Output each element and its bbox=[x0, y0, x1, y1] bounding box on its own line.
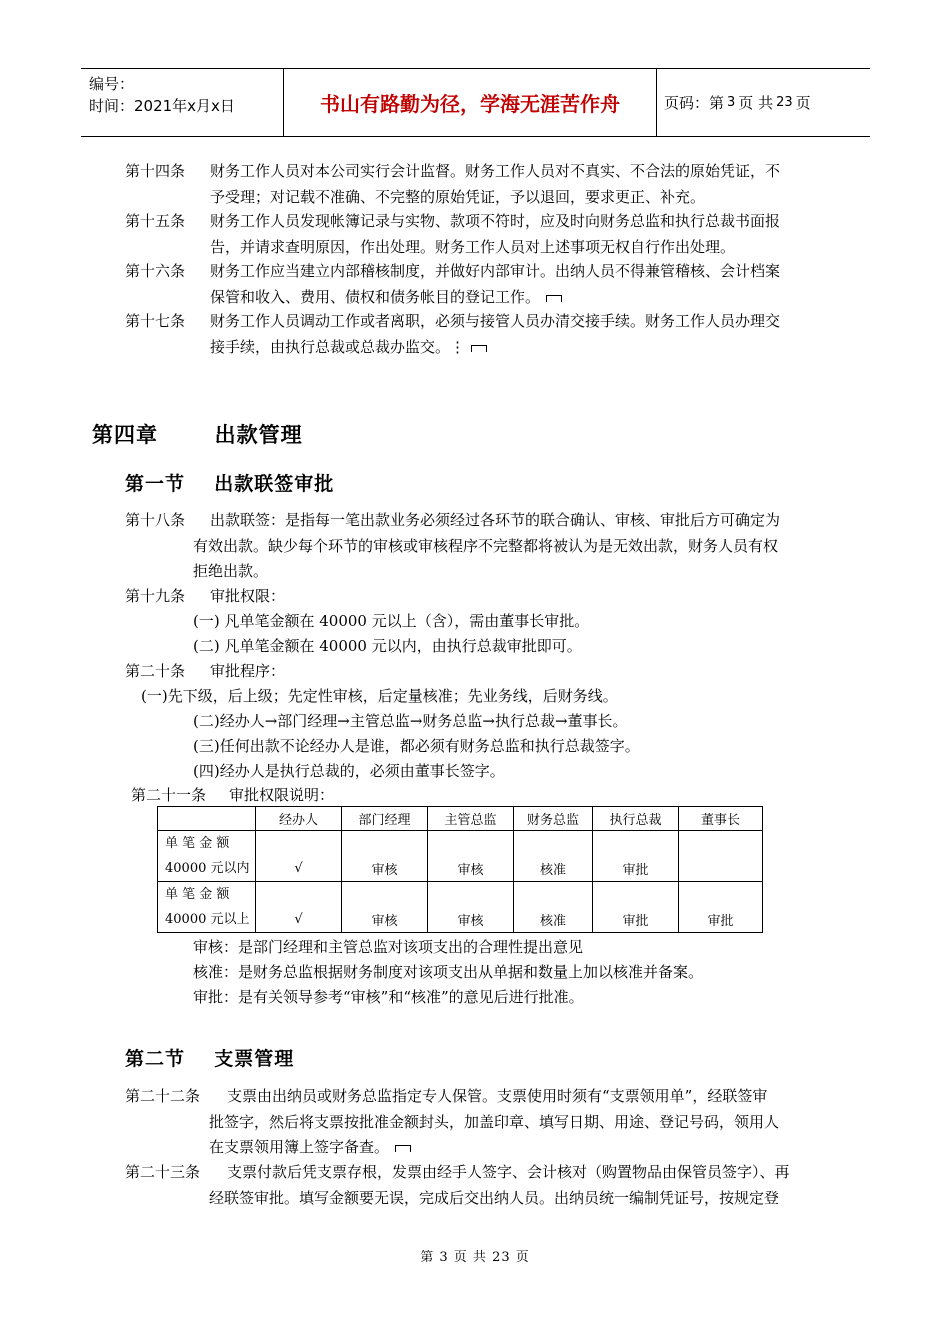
list-item: (一) 凡单笔金额在 40000 元以上（含），需由董事长审批。 bbox=[193, 612, 590, 630]
article-label: 第十九条 bbox=[125, 587, 186, 605]
table-header-cell: 董事长 bbox=[679, 807, 763, 831]
article-text: 批签字，然后将支票按批准金额封头，加盖印章、填写日期、用途、登记号码，领用人 bbox=[209, 1112, 780, 1131]
article-label: 第十四条 bbox=[125, 162, 186, 180]
table-header-cell bbox=[158, 807, 256, 831]
article-label: 第二十二条 bbox=[125, 1087, 201, 1105]
chapter-number: 第四章 bbox=[92, 422, 158, 447]
footer-prefix: 第 bbox=[420, 1250, 435, 1265]
table-header-cell: 财务总监 bbox=[514, 807, 593, 831]
article-label: 第十六条 bbox=[125, 262, 186, 280]
table-cell: 审批 bbox=[593, 831, 679, 882]
paragraph-mark-icon bbox=[395, 1145, 411, 1152]
footer-current: 3 bbox=[439, 1250, 449, 1265]
definition-review: 审核：是部门经理和主管总监对该项支出的合理性提出意见 bbox=[193, 938, 584, 956]
article-15 bbox=[125, 209, 865, 260]
page-total: 23 bbox=[776, 95, 793, 110]
paragraph-mark-icon bbox=[546, 295, 562, 302]
table-cell: 核准 bbox=[514, 831, 593, 882]
table-cell: 审核 bbox=[428, 882, 514, 933]
table-cell: √ bbox=[256, 831, 342, 882]
article-text: 财务工作人员发现帐簿记录与实物、款项不符时，应及时向财务总监和执行总裁书面报 bbox=[210, 212, 781, 230]
article-text: 保管和收入、费用、债权和债务帐目的登记工作。 bbox=[210, 287, 541, 306]
header-page-number bbox=[664, 69, 811, 136]
footer-total: 23 bbox=[492, 1250, 511, 1265]
table-header-cell: 主管总监 bbox=[428, 807, 514, 831]
paragraph-mark-icon bbox=[471, 345, 487, 352]
article-text: 支票付款后凭支票存根，发票由经手人签字、会计核对（购置物品由保管员签字）、再 bbox=[227, 1163, 790, 1181]
serial-label: 编号： bbox=[89, 75, 135, 93]
article-text: 审批程序： bbox=[210, 662, 286, 680]
article-label: 第二十一条 bbox=[131, 786, 207, 804]
section-heading bbox=[125, 1044, 294, 1071]
article-text: 经联签审批。填写金额要无误，完成后交出纳人员。出纳员统一编制凭证号，按规定登 bbox=[209, 1188, 780, 1207]
page-header bbox=[81, 68, 870, 137]
table-cell: 审核 bbox=[428, 831, 514, 882]
section-number: 第二节 bbox=[125, 1048, 186, 1070]
page-mid: 页 共 bbox=[738, 94, 774, 112]
row-label-line: 单 笔 金 额 bbox=[165, 887, 230, 902]
table-cell: 审核 bbox=[342, 831, 428, 882]
article-19 bbox=[125, 584, 285, 608]
page-current: 3 bbox=[727, 95, 736, 110]
page-footer bbox=[0, 1246, 950, 1265]
article-17 bbox=[125, 309, 865, 360]
article-text: 告，并请求查明原因，作出处理。财务工作人员对上述事项无权自行作出处理。 bbox=[210, 237, 736, 256]
article-22 bbox=[125, 1084, 865, 1161]
list-item: (一)先下级，后上级；先定性审核，后定量核准；先业务线，后财务线。 bbox=[141, 687, 618, 705]
definition-authorize: 审批：是有关领导参考“审核”和“核准”的意见后进行批准。 bbox=[193, 988, 584, 1006]
article-text: 接手续，由执行总裁或总裁办监交。⋮ bbox=[210, 337, 466, 356]
page-prefix: 页码：第 bbox=[664, 94, 725, 112]
list-item: (二)经办人→部门经理→主管总监→财务总监→执行总裁→董事长。 bbox=[193, 712, 628, 730]
table-header-cell: 执行总裁 bbox=[593, 807, 679, 831]
header-motto: 书山有路勤为径，学海无涯苦作舟 bbox=[320, 92, 620, 116]
article-text: 出款联签：是指每一笔出款业务必须经过各环节的联合确认、审核、审批后方可确定为 bbox=[210, 511, 781, 529]
table-header-cell: 经办人 bbox=[256, 807, 342, 831]
article-text: 审批权限： bbox=[210, 587, 286, 605]
article-text: 在支票领用簿上签字备查。 bbox=[209, 1138, 390, 1156]
table-cell: 审批 bbox=[593, 882, 679, 933]
approval-table bbox=[157, 806, 763, 933]
article-label: 第十八条 bbox=[125, 511, 186, 529]
table-cell: 审批 bbox=[679, 882, 763, 933]
article-text: 有效出款。缺少每个环节的审核或审核程序不完整都将被认为是无效出款，财务人员有权 bbox=[193, 536, 779, 555]
article-text: 予受理；对记载不准确、不完整的原始凭证，予以退回，要求更正、补充。 bbox=[210, 187, 706, 206]
table-header-row bbox=[158, 807, 763, 831]
row-label-line: 单 笔 金 额 bbox=[165, 836, 230, 851]
article-label: 第二十三条 bbox=[125, 1163, 201, 1181]
definition-approve: 核准：是财务总监根据财务制度对该项支出从单据和数量上加以核准并备案。 bbox=[193, 963, 704, 981]
date-label: 时间：2021年x月x日 bbox=[89, 97, 235, 115]
table-cell: 核准 bbox=[514, 882, 593, 933]
table-cell: 审核 bbox=[342, 882, 428, 933]
article-text: 拒绝出款。 bbox=[193, 562, 269, 580]
row-label-line: 40000 元以上 bbox=[165, 912, 250, 927]
article-14 bbox=[125, 159, 865, 210]
table-cell bbox=[679, 831, 763, 882]
section-title: 出款联签审批 bbox=[214, 473, 335, 495]
article-16 bbox=[125, 259, 865, 310]
header-divider bbox=[656, 69, 657, 136]
table-cell: √ bbox=[256, 882, 342, 933]
article-text: 财务工作应当建立内部稽核制度，并做好内部审计。出纳人员不得兼管稽核、会计档案 bbox=[210, 262, 781, 280]
article-18 bbox=[125, 508, 865, 585]
chapter-title: 出款管理 bbox=[214, 422, 303, 447]
article-text: 财务工作人员调动工作或者离职，必须与接管人员办清交接手续。财务工作人员办理交 bbox=[210, 312, 781, 330]
article-21 bbox=[131, 783, 334, 807]
table-row-label bbox=[158, 882, 256, 933]
list-item: (三)任何出款不论经办人是谁，都必须有财务总监和执行总裁签字。 bbox=[193, 737, 640, 755]
header-meta bbox=[89, 73, 235, 117]
table-row-label bbox=[158, 831, 256, 882]
article-23 bbox=[125, 1160, 865, 1211]
section-heading bbox=[125, 469, 334, 496]
section-number: 第一节 bbox=[125, 473, 186, 495]
list-item: (四)经办人是执行总裁的，必须由董事长签字。 bbox=[193, 762, 505, 780]
footer-mid: 页 共 bbox=[453, 1250, 487, 1265]
article-20 bbox=[125, 659, 285, 683]
article-text: 财务工作人员对本公司实行会计监督。财务工作人员对不真实、不合法的原始凭证，不 bbox=[210, 162, 781, 180]
section-title: 支票管理 bbox=[214, 1048, 295, 1070]
article-label: 第二十条 bbox=[125, 662, 186, 680]
article-text: 审批权限说明： bbox=[229, 786, 335, 804]
table-row bbox=[158, 831, 763, 882]
table-header-cell: 部门经理 bbox=[342, 807, 428, 831]
list-item: (二) 凡单笔金额在 40000 元以内，由执行总裁审批即可。 bbox=[193, 637, 582, 655]
row-label-line: 40000 元以内 bbox=[165, 861, 250, 876]
article-text: 支票由出纳员或财务总监指定专人保管。支票使用时须有“支票领用单”，经联签审 bbox=[227, 1087, 768, 1105]
article-label: 第十五条 bbox=[125, 212, 186, 230]
chapter-heading bbox=[92, 419, 303, 449]
footer-suffix: 页 bbox=[515, 1250, 530, 1265]
table-row bbox=[158, 882, 763, 933]
page-suffix: 页 bbox=[795, 94, 811, 112]
article-label: 第十七条 bbox=[125, 312, 186, 330]
